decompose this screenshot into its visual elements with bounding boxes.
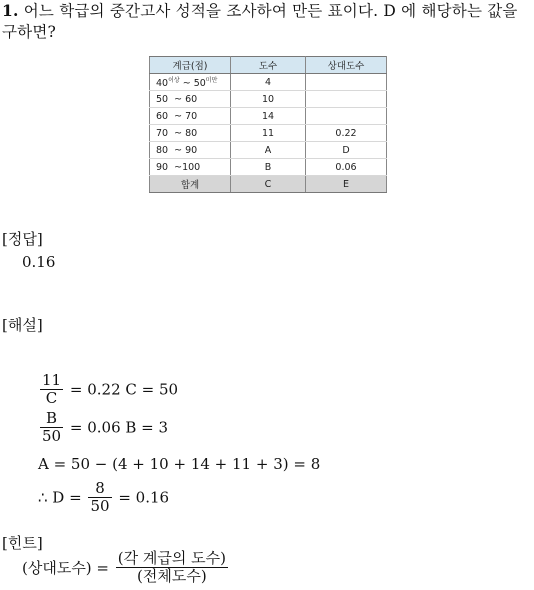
class-cell: 70 ~ 80 bbox=[150, 125, 231, 142]
hint-formula: (상대도수) = $\frac{\text{(각 계급의 도수)}}{\text{(전체도수)}}$ bbox=[22, 549, 226, 585]
solution-line-4: ∴ D = $\frac{8}{50}$ = 0.16 bbox=[38, 479, 170, 515]
fraction: $\frac{11}{C}$ bbox=[42, 371, 62, 407]
question-text: 어느 학급의 중간고사 성적을 조사하여 만든 표이다. D 에 해당하는 값을 구하면? bbox=[2, 2, 518, 41]
answer-label: [정답] bbox=[2, 230, 43, 248]
frequency-cell: 14 bbox=[231, 108, 306, 125]
solution-line-1: $\frac{11}{C}$ = 0.22 C = 50 bbox=[42, 371, 179, 407]
frequency-cell: 10 bbox=[231, 91, 306, 108]
table-total-row bbox=[150, 176, 387, 193]
relative-frequency-cell bbox=[306, 74, 387, 91]
fraction: $\frac{8}{50}$ bbox=[90, 479, 110, 515]
relative-frequency-cell: D bbox=[306, 142, 387, 159]
table-row bbox=[150, 125, 387, 142]
answer-value: 0.16 bbox=[22, 253, 56, 271]
hint-label: [힌트] bbox=[2, 534, 43, 552]
class-cell: 60 ~ 70 bbox=[150, 108, 231, 125]
frequency-cell: B bbox=[231, 159, 306, 176]
frequency-cell: 11 bbox=[231, 125, 306, 142]
frequency-cell: 4 bbox=[231, 74, 306, 91]
relative-frequency-cell: 0.22 bbox=[306, 125, 387, 142]
header-relative-frequency: 상대도수 bbox=[306, 57, 387, 74]
header-class: 계급(점) bbox=[150, 57, 231, 74]
fraction: $\frac{\text{(각 계급의 도수)}}{\text{(전체도수)}}$ bbox=[117, 549, 226, 585]
frequency-table bbox=[149, 56, 387, 193]
relative-frequency-cell bbox=[306, 91, 387, 108]
class-cell: 80 ~ 90 bbox=[150, 142, 231, 159]
table-row bbox=[150, 91, 387, 108]
relative-frequency-cell bbox=[306, 108, 387, 125]
question bbox=[2, 0, 532, 43]
class-cell: 50 ~ 60 bbox=[150, 91, 231, 108]
solution-line-2: $\frac{B}{50}$ = 0.06 B = 3 bbox=[42, 409, 169, 445]
class-cell: 90 ~100 bbox=[150, 159, 231, 176]
table-row bbox=[150, 74, 387, 91]
total-frequency: C bbox=[231, 176, 306, 193]
table-row bbox=[150, 108, 387, 125]
frequency-cell: A bbox=[231, 142, 306, 159]
header-frequency: 도수 bbox=[231, 57, 306, 74]
relative-frequency-cell: 0.06 bbox=[306, 159, 387, 176]
class-cell: $40^{이상}$ ~ $50^{미만}$ bbox=[150, 74, 231, 91]
table-header-row bbox=[150, 57, 387, 74]
table-row bbox=[150, 159, 387, 176]
question-number: 1. bbox=[2, 1, 19, 20]
table-row bbox=[150, 142, 387, 159]
total-label: 합계 bbox=[150, 176, 231, 193]
fraction: $\frac{B}{50}$ bbox=[42, 409, 62, 445]
solution-label: [해설] bbox=[2, 316, 43, 334]
solution-line-3: A = 50 − (4 + 10 + 14 + 11 + 3) = 8 bbox=[38, 455, 321, 473]
total-relative-frequency: E bbox=[306, 176, 387, 193]
